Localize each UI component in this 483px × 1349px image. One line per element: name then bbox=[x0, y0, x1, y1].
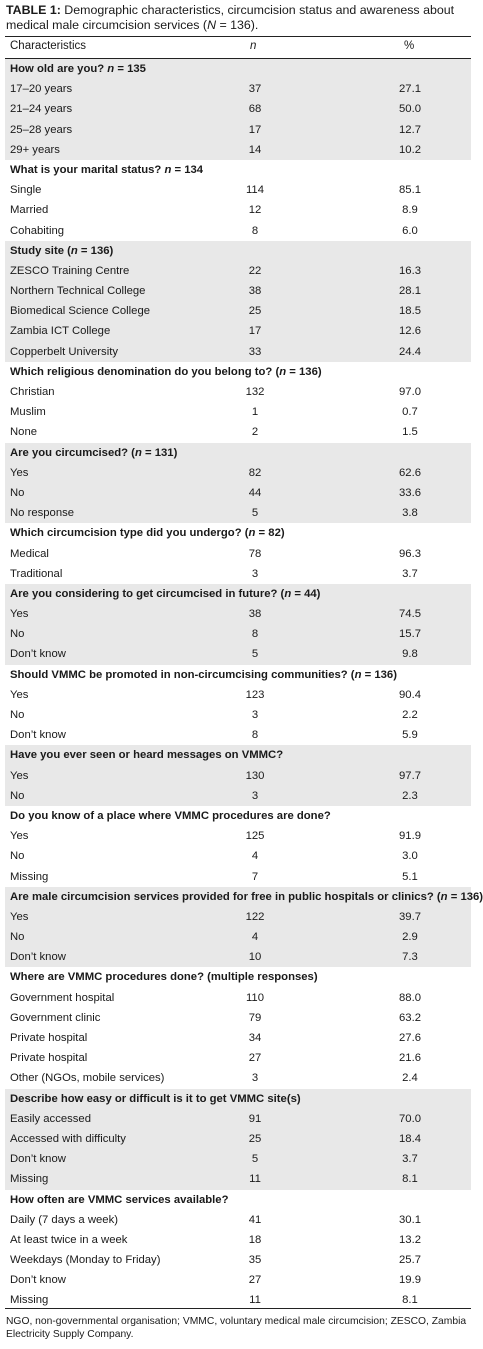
row-label: Accessed with difficulty bbox=[10, 1132, 126, 1145]
row-label: Yes bbox=[10, 688, 29, 701]
section-header-row bbox=[5, 665, 471, 685]
row-percent: 5.1 bbox=[402, 870, 418, 883]
table-row bbox=[5, 382, 471, 402]
section-n-value: = 136) bbox=[286, 365, 322, 378]
row-percent: 91.9 bbox=[399, 830, 421, 843]
row-label: 21–24 years bbox=[10, 103, 73, 116]
row-label: No bbox=[10, 628, 25, 641]
section-n-value: = 134 bbox=[171, 163, 204, 176]
row-percent: 12.6 bbox=[399, 325, 421, 338]
row-percent: 30.1 bbox=[399, 1213, 421, 1226]
section-header-row bbox=[5, 59, 471, 79]
section-n-value: = 136) bbox=[447, 890, 483, 903]
row-percent: 33.6 bbox=[399, 486, 421, 499]
table-row bbox=[5, 463, 471, 483]
section-question-text: Study site ( bbox=[10, 244, 71, 257]
row-count: 91 bbox=[248, 1112, 262, 1125]
row-percent: 1.5 bbox=[402, 426, 418, 439]
section-question bbox=[10, 745, 283, 765]
table-row bbox=[5, 947, 471, 967]
row-count: 25 bbox=[248, 305, 262, 318]
table-row bbox=[5, 1270, 471, 1290]
row-percent: 28.1 bbox=[399, 285, 421, 298]
row-count: 14 bbox=[248, 143, 262, 156]
section-question bbox=[10, 59, 146, 79]
row-label: Yes bbox=[10, 769, 29, 782]
row-label: 17–20 years bbox=[10, 83, 73, 96]
table-header bbox=[5, 36, 471, 59]
section-n-value: = 136) bbox=[361, 668, 397, 681]
section-question bbox=[10, 523, 285, 543]
table-row bbox=[5, 342, 471, 362]
caption-n-symbol: N bbox=[207, 18, 217, 32]
row-label: Yes bbox=[10, 910, 29, 923]
table-row bbox=[5, 1109, 471, 1129]
section-question bbox=[10, 665, 397, 685]
row-label: Private hospital bbox=[10, 1052, 88, 1065]
table-row bbox=[5, 200, 471, 220]
section-question bbox=[10, 241, 113, 261]
row-percent: 2.2 bbox=[402, 709, 418, 721]
section-question bbox=[10, 967, 318, 987]
section-n-symbol: n bbox=[134, 446, 142, 459]
table-row bbox=[5, 1149, 471, 1169]
row-count: 33 bbox=[248, 345, 262, 358]
row-count: 11 bbox=[249, 1294, 261, 1307]
row-percent: 3.7 bbox=[402, 1153, 418, 1166]
section-n-value: = 135 bbox=[114, 63, 146, 75]
section-question-text: How often are VMMC services available? bbox=[10, 1193, 229, 1206]
section-n-symbol: n bbox=[248, 527, 256, 540]
row-count: 3 bbox=[251, 789, 259, 802]
table-row bbox=[5, 301, 471, 321]
row-label: 29+ years bbox=[10, 143, 60, 156]
row-count: 3 bbox=[251, 567, 259, 580]
section-question-text: Do you know of a place where VMMC procedures are done? bbox=[10, 809, 331, 822]
section-header-row bbox=[5, 806, 471, 826]
table-row bbox=[5, 281, 471, 301]
row-percent: 27.6 bbox=[399, 1032, 421, 1044]
row-count: 8 bbox=[251, 224, 259, 237]
section-n-symbol: n bbox=[164, 163, 172, 176]
row-count: 10 bbox=[248, 951, 262, 964]
row-label: No response bbox=[10, 507, 75, 520]
section-question-text: Are you considering to get circumcised in future? ( bbox=[10, 587, 285, 600]
row-percent: 5.9 bbox=[402, 729, 418, 742]
row-count: 27 bbox=[248, 1052, 262, 1065]
row-count: 35 bbox=[248, 1254, 262, 1267]
table-row bbox=[5, 1210, 471, 1230]
row-label: Weekdays (Monday to Friday) bbox=[10, 1254, 161, 1267]
table-row bbox=[5, 1048, 471, 1068]
row-percent: 2.9 bbox=[402, 931, 418, 944]
table-bottom-rule bbox=[5, 1308, 471, 1309]
row-label: Missing bbox=[10, 1173, 49, 1186]
row-label: Copperbelt University bbox=[10, 345, 118, 358]
row-percent: 8.1 bbox=[402, 1294, 418, 1307]
section-question bbox=[10, 160, 203, 180]
row-label: Yes bbox=[10, 830, 29, 843]
section-n-symbol: n bbox=[279, 365, 287, 378]
section-question-text: Are you circumcised? ( bbox=[10, 446, 135, 459]
row-percent: 8.1 bbox=[402, 1173, 418, 1186]
row-count: 37 bbox=[248, 83, 262, 96]
row-percent: 18.4 bbox=[399, 1132, 421, 1145]
row-percent: 13.2 bbox=[399, 1233, 421, 1246]
section-header-row bbox=[5, 443, 471, 463]
row-label: Missing bbox=[10, 1294, 49, 1307]
row-percent: 18.5 bbox=[399, 305, 421, 318]
section-header-row bbox=[5, 160, 471, 180]
section-n-symbol: n bbox=[440, 890, 448, 903]
row-count: 110 bbox=[245, 991, 264, 1004]
section-header-row bbox=[5, 523, 471, 543]
row-count: 8 bbox=[251, 729, 259, 742]
row-count: 78 bbox=[248, 547, 262, 560]
section-header-row bbox=[5, 745, 471, 765]
row-percent: 10.2 bbox=[399, 143, 421, 156]
header-percent: % bbox=[404, 40, 415, 52]
row-label: Don’t know bbox=[10, 951, 66, 964]
table-row bbox=[5, 1250, 471, 1270]
row-label: Daily (7 days a week) bbox=[10, 1213, 118, 1226]
row-count: 18 bbox=[248, 1233, 262, 1246]
row-label: Don’t know bbox=[10, 1274, 66, 1287]
row-percent: 97.0 bbox=[399, 386, 421, 398]
row-percent: 2.3 bbox=[402, 789, 418, 802]
row-percent: 8.9 bbox=[402, 204, 418, 217]
section-header-row bbox=[5, 362, 471, 382]
table-row bbox=[5, 988, 471, 1008]
row-label: Yes bbox=[10, 466, 29, 479]
table-row bbox=[5, 422, 471, 442]
row-count: 82 bbox=[248, 466, 262, 479]
section-header-row bbox=[5, 241, 471, 261]
row-count: 38 bbox=[248, 608, 262, 621]
row-percent: 25.7 bbox=[399, 1254, 421, 1267]
section-n-symbol: n bbox=[354, 668, 362, 681]
row-percent: 15.7 bbox=[399, 628, 421, 641]
row-label: Don’t know bbox=[10, 729, 66, 742]
section-question bbox=[10, 1190, 229, 1210]
caption-text: Demographic characteristics, circumcision status and awareness about medical male circumcision services ( bbox=[6, 3, 455, 32]
row-count: 122 bbox=[245, 910, 265, 923]
row-percent: 27.1 bbox=[399, 83, 421, 96]
row-percent: 63.2 bbox=[399, 1011, 421, 1024]
row-label: Don’t know bbox=[10, 648, 66, 661]
section-n-symbol: n bbox=[284, 587, 292, 600]
table-row bbox=[5, 120, 471, 140]
row-percent: 12.7 bbox=[399, 123, 421, 136]
row-percent: 3.0 bbox=[402, 850, 418, 863]
section-n-value: = 44) bbox=[291, 587, 321, 600]
table-row bbox=[5, 604, 471, 624]
row-count: 5 bbox=[251, 507, 259, 520]
table-row bbox=[5, 261, 471, 281]
row-percent: 3.7 bbox=[402, 567, 418, 580]
row-count: 130 bbox=[245, 769, 265, 782]
row-count: 1 bbox=[251, 406, 259, 419]
row-label: Biomedical Science College bbox=[10, 305, 151, 318]
section-question-text: Describe how easy or difficult is it to get VMMC site(s) bbox=[10, 1092, 301, 1105]
table-row bbox=[5, 644, 471, 664]
row-count: 12 bbox=[248, 204, 262, 217]
table-row bbox=[5, 786, 471, 806]
row-count: 125 bbox=[245, 830, 265, 843]
row-label: Private hospital bbox=[10, 1032, 88, 1044]
row-label: No bbox=[10, 486, 25, 499]
section-n-value: = 82) bbox=[255, 527, 285, 540]
row-label: ZESCO Training Centre bbox=[10, 264, 130, 277]
table-row bbox=[5, 1068, 471, 1088]
row-percent: 70.0 bbox=[399, 1112, 421, 1125]
table-row bbox=[5, 826, 471, 846]
row-percent: 85.1 bbox=[399, 184, 421, 197]
row-count: 17 bbox=[248, 123, 262, 136]
row-label: Traditional bbox=[10, 567, 63, 580]
row-percent: 2.4 bbox=[402, 1072, 418, 1085]
table-row bbox=[5, 79, 471, 99]
row-label: Other (NGOs, mobile services) bbox=[10, 1072, 165, 1085]
row-label: Government clinic bbox=[10, 1011, 101, 1024]
row-percent: 88.0 bbox=[399, 991, 421, 1004]
section-question bbox=[10, 806, 331, 826]
table-row bbox=[5, 544, 471, 564]
row-percent: 9.8 bbox=[402, 648, 418, 661]
section-question bbox=[10, 443, 177, 463]
row-percent: 90.4 bbox=[399, 688, 421, 701]
header-characteristics: Characteristics bbox=[10, 40, 87, 52]
row-label: No bbox=[10, 931, 25, 944]
table-row bbox=[5, 321, 471, 341]
row-percent: 24.4 bbox=[399, 345, 421, 358]
section-question bbox=[10, 1089, 301, 1109]
section-n-value: = 131) bbox=[141, 446, 178, 459]
section-header-row bbox=[5, 1190, 471, 1210]
section-header-row bbox=[5, 887, 483, 907]
row-label: Medical bbox=[10, 547, 49, 560]
table-row bbox=[5, 140, 471, 160]
row-label: Married bbox=[10, 204, 49, 217]
table-row bbox=[5, 927, 471, 947]
table-row bbox=[5, 99, 471, 119]
row-percent: 96.3 bbox=[399, 547, 421, 560]
row-percent: 50.0 bbox=[399, 103, 421, 116]
row-count: 22 bbox=[248, 264, 262, 277]
row-label: No bbox=[10, 789, 25, 802]
row-label: Easily accessed bbox=[10, 1112, 91, 1125]
row-count: 25 bbox=[248, 1132, 262, 1145]
table-row bbox=[5, 221, 471, 241]
row-count: 7 bbox=[251, 870, 259, 883]
section-n-symbol: n bbox=[107, 63, 115, 75]
table-row bbox=[5, 564, 471, 584]
row-count: 4 bbox=[251, 850, 259, 863]
section-question-text: Which circumcision type did you undergo? ( bbox=[10, 527, 249, 540]
table-row bbox=[5, 624, 471, 644]
row-percent: 19.9 bbox=[399, 1274, 421, 1287]
table-row bbox=[5, 1129, 471, 1149]
row-count: 68 bbox=[248, 103, 262, 116]
section-question bbox=[10, 362, 322, 382]
row-percent: 7.3 bbox=[402, 951, 418, 964]
table-row bbox=[5, 867, 471, 887]
row-count: 44 bbox=[248, 486, 262, 499]
section-question bbox=[10, 887, 483, 907]
row-percent: 16.3 bbox=[399, 264, 421, 277]
row-count: 5 bbox=[251, 648, 259, 661]
section-question-text: Have you ever seen or heard messages on VMMC? bbox=[10, 749, 284, 762]
row-percent: 62.6 bbox=[399, 466, 421, 479]
row-percent: 21.6 bbox=[399, 1052, 421, 1065]
table-row bbox=[5, 402, 471, 422]
table-row bbox=[5, 1028, 471, 1048]
section-question-text: Are male circumcision services provided for free in public hospitals or clinics? ( bbox=[10, 890, 441, 903]
table-row bbox=[5, 483, 471, 503]
row-count: 41 bbox=[248, 1213, 262, 1226]
row-label: Yes bbox=[10, 608, 29, 621]
section-question-text: How old are you? bbox=[10, 63, 108, 75]
row-label: Cohabiting bbox=[10, 224, 65, 237]
row-label: None bbox=[10, 426, 38, 439]
row-count: 3 bbox=[251, 709, 259, 721]
table-row bbox=[5, 1230, 471, 1250]
row-count: 17 bbox=[248, 325, 262, 338]
table-row bbox=[5, 846, 471, 866]
table-body bbox=[5, 59, 483, 1311]
row-label: No bbox=[10, 709, 25, 721]
row-count: 8 bbox=[251, 628, 259, 641]
row-count: 4 bbox=[251, 931, 259, 944]
caption-label: TABLE 1: bbox=[6, 3, 61, 17]
table-row bbox=[5, 685, 471, 705]
table-row bbox=[5, 705, 471, 725]
row-count: 123 bbox=[245, 688, 265, 701]
section-question-text: Should VMMC be promoted in non-circumcising communities? ( bbox=[10, 668, 355, 681]
row-label: At least twice in a week bbox=[10, 1233, 128, 1246]
row-percent: 3.8 bbox=[402, 507, 418, 520]
row-count: 27 bbox=[248, 1274, 262, 1287]
section-question-text: What is your marital status? bbox=[10, 163, 165, 176]
section-header-row bbox=[5, 584, 471, 604]
row-label: Christian bbox=[10, 386, 55, 398]
row-label: Government hospital bbox=[10, 991, 115, 1004]
section-question-text: Where are VMMC procedures done? (multiple responses) bbox=[10, 971, 318, 984]
row-label: Northern Technical College bbox=[10, 285, 146, 298]
row-percent: 97.7 bbox=[399, 769, 421, 782]
header-n: n bbox=[250, 40, 257, 52]
row-percent: 6.0 bbox=[402, 224, 418, 237]
table-row bbox=[5, 766, 471, 786]
table-footnote: NGO, non-governmental organisation; VMMC, voluntary medical male circumcision; ZESCO, Zambia Electricity Supply Company. bbox=[6, 1316, 467, 1340]
table-row bbox=[5, 180, 471, 200]
caption-text-end: = 136). bbox=[216, 18, 259, 32]
row-count: 5 bbox=[251, 1153, 259, 1166]
table-caption bbox=[6, 3, 472, 33]
row-count: 79 bbox=[248, 1011, 262, 1024]
row-label: 25–28 years bbox=[10, 123, 73, 136]
table-row bbox=[5, 907, 471, 927]
row-label: Zambia ICT College bbox=[10, 325, 111, 338]
section-question bbox=[10, 584, 320, 604]
row-label: Single bbox=[10, 184, 42, 197]
row-count: 38 bbox=[248, 285, 262, 298]
table-row bbox=[5, 1008, 471, 1028]
table-row bbox=[5, 1169, 471, 1189]
row-label: Don’t know bbox=[10, 1153, 66, 1166]
row-count: 2 bbox=[251, 426, 259, 439]
row-percent: 0.7 bbox=[402, 406, 418, 419]
table-row bbox=[5, 503, 471, 523]
section-header-row bbox=[5, 967, 471, 987]
section-n-symbol: n bbox=[70, 244, 78, 257]
row-label: No bbox=[10, 850, 25, 863]
section-header-row bbox=[5, 1089, 471, 1109]
section-question-text: Which religious denomination do you belong to? ( bbox=[10, 365, 280, 378]
row-count: 114 bbox=[245, 184, 264, 197]
row-label: Missing bbox=[10, 870, 49, 883]
row-label: Muslim bbox=[10, 406, 46, 419]
row-percent: 39.7 bbox=[399, 910, 421, 923]
row-count: 3 bbox=[251, 1072, 259, 1085]
row-count: 132 bbox=[245, 386, 265, 398]
row-count: 11 bbox=[249, 1173, 261, 1186]
row-count: 34 bbox=[248, 1032, 262, 1044]
section-n-value: = 136) bbox=[77, 244, 114, 257]
table-row bbox=[5, 725, 471, 745]
row-percent: 74.5 bbox=[399, 608, 421, 621]
